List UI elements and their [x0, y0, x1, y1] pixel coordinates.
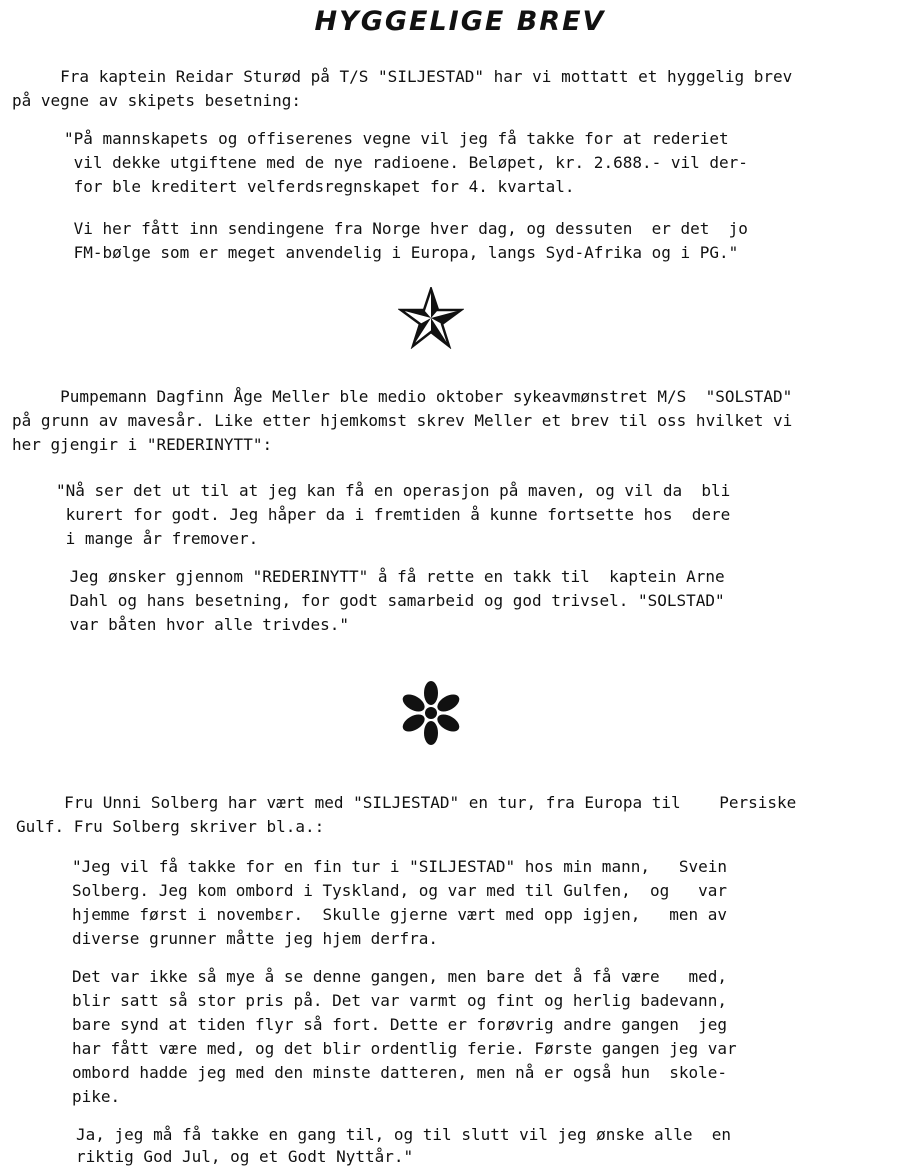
- letter-2-quote-line: i mange år fremover.: [56, 529, 259, 548]
- letter-3-quote-line: riktig God Jul, og et Godt Nyttår.": [76, 1147, 414, 1166]
- letter-2-quote-line: "Nå ser det ut til at jeg kan få en operasjon på maven, og vil da bli: [56, 481, 731, 500]
- letter-2-intro-line: på grunn av mavesår. Like etter hjemkomst skrev Meller et brev til oss hvilket vi: [12, 411, 793, 430]
- letter-1-quote-line: Vi her fått inn sendingene fra Norge hver dag, og dessuten er det jo: [64, 219, 748, 238]
- star-ornament-icon: [398, 287, 464, 349]
- letter-3-quote-line: Solberg. Jeg kom ombord i Tyskland, og var med til Gulfen, og var: [72, 881, 728, 900]
- letter-2-quote-line: Dahl og hans besetning, for godt samarbeid og god trivsel. "SOLSTAD": [60, 591, 725, 610]
- letter-3-quote-line: har fått være med, og det blir ordentlig ferie. Første gangen jeg var: [72, 1039, 737, 1058]
- letter-3-quote-line: pike.: [72, 1087, 121, 1106]
- letter-3-quote-line: hjemme først i novembεr. Skulle gjerne vært med opp igjen, men av: [72, 905, 728, 924]
- letter-3-quote-line: ombord hadde jeg med den minste datteren, men nå er også hun skole-: [72, 1063, 728, 1082]
- page-title: HYGGELIGE BREV: [314, 6, 606, 37]
- letter-3-quote-line: diverse grunner måtte jeg hjem derfra.: [72, 929, 439, 948]
- letter-3-intro-line: Gulf. Fru Solberg skriver bl.a.:: [16, 817, 325, 836]
- letter-3-quote-line: bare synd at tiden flyr så fort. Dette er forøvrig andre gangen jeg: [72, 1015, 728, 1034]
- letter-1-intro-line: på vegne av skipets besetning:: [12, 91, 301, 110]
- letter-2-quote-line: var båten hvor alle trivdes.": [60, 615, 349, 634]
- letter-3-quote-line: "Jeg vil få takke for en fin tur i "SILJESTAD" hos min mann, Svein: [72, 857, 728, 876]
- letter-2-intro-line: Pumpemann Dagfinn Åge Meller ble medio oktober sykeavmønstret M/S "SOLSTAD": [12, 387, 793, 406]
- letter-3-quote-line: Det var ikke så mye å se denne gangen, men bare det å få være med,: [72, 967, 728, 986]
- letter-3-intro-line: Fru Unni Solberg har vært med "SILJESTAD" en tur, fra Europa til Persiske: [16, 793, 797, 812]
- asterisk-ornament-icon: [398, 680, 464, 746]
- letter-2-quote-line: Jeg ønsker gjennom "REDERINYTT" å få rette en takk til kaptein Arne: [60, 567, 725, 586]
- letter-1-quote-line: vil dekke utgiftene med de nye radioene. Beløpet, kr. 2.688.- vil der-: [64, 153, 748, 172]
- letter-1-quote-line: for ble kreditert velferdsregnskapet for 4. kvartal.: [64, 177, 575, 196]
- letter-2-intro-line: her gjengir i "REDERINYTT":: [12, 435, 273, 454]
- letter-1-quote-line: FM-bølge som er meget anvendelig i Europa, langs Syd-Afrika og i PG.": [64, 243, 739, 262]
- letter-1-intro-line: Fra kaptein Reidar Sturød på T/S "SILJESTAD" har vi mottatt et hyggelig brev: [12, 67, 793, 86]
- letter-1-quote-line: "På mannskapets og offiserenes vegne vil jeg få takke for at rederiet: [64, 129, 729, 148]
- letter-2-quote-line: kurert for godt. Jeg håper da i fremtiden å kunne fortsette hos dere: [56, 505, 731, 524]
- letter-3-quote-line: Ja, jeg må få takke en gang til, og til slutt vil jeg ønske alle en: [76, 1125, 732, 1144]
- letter-3-quote-line: blir satt så stor pris på. Det var varmt og fint og herlig badevann,: [72, 991, 728, 1010]
